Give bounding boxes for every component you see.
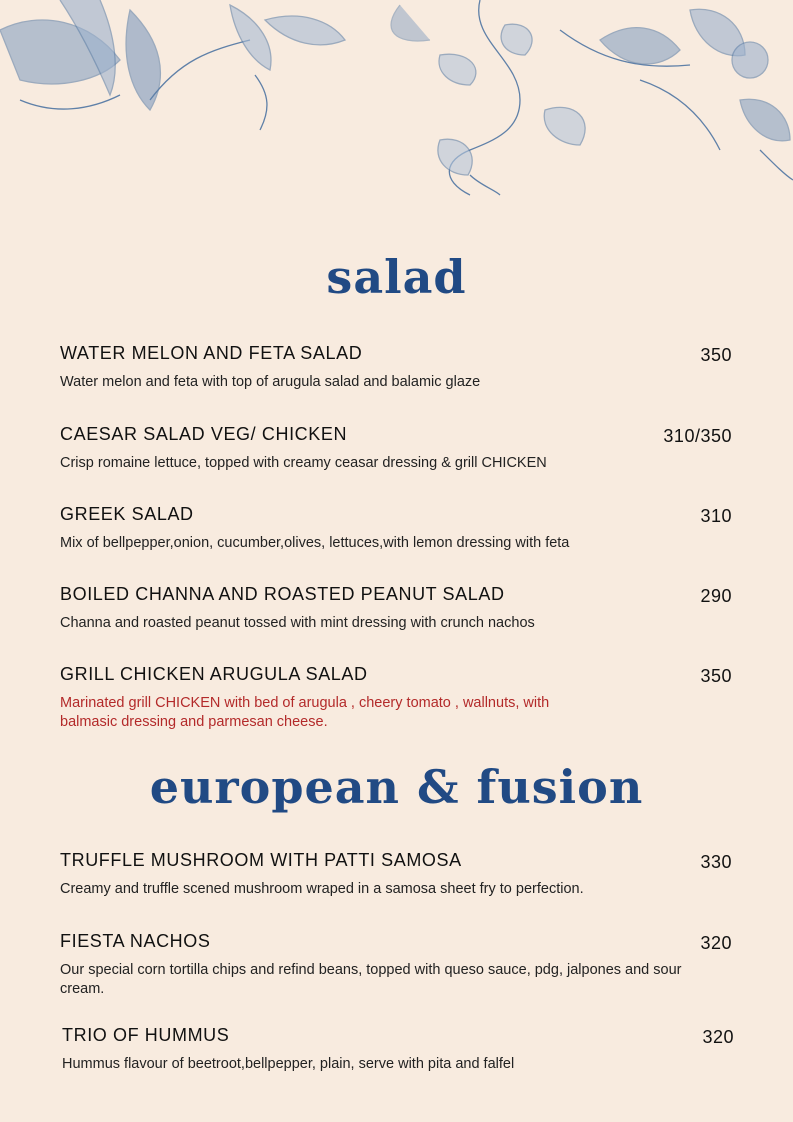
item-description: Crisp romaine lettuce, topped with creamy ceasar dressing & grill CHICKEN [60,455,547,471]
item-name: TRIO OF HUMMUS [62,1025,230,1045]
menu-item [62,1025,742,1074]
item-description: Water melon and feta with top of arugula salad and balamic glaze [60,374,481,390]
item-name: CAESAR SALAD VEG/ CHICKEN [60,424,348,444]
section-title-european-fusion: european & fusion [149,760,644,814]
menu-item [60,584,740,633]
menu-item [60,343,740,392]
item-description: Channa and roasted peanut tossed with mint dressing with crunch nachos [60,615,535,631]
item-name: BOILED CHANNA AND ROASTED PEANUT SALAD [60,584,505,604]
item-price: 320 [702,1027,734,1047]
item-description: Mix of bellpepper,onion, cucumber,olives, lettuces,with lemon dressing with feta [60,535,570,551]
item-price: 350 [700,666,732,686]
menu-item [60,850,740,899]
item-description: Marinated grill CHICKEN with bed of arugula , cheery tomato , wallnuts, with balmasic dressing and parmesan cheese. [60,695,550,730]
menu-item [60,424,740,473]
floral-illustration [0,0,793,210]
item-price: 320 [700,933,732,953]
section-title-salad: salad [326,250,467,304]
item-price: 310 [700,506,732,526]
item-description: Our special corn tortilla chips and refind beans, topped with queso sauce, pdg, jalpones and sour cream. [60,962,682,997]
menu-item [60,504,740,553]
item-price: 330 [700,852,732,872]
menu-item [60,931,740,999]
item-description: Hummus flavour of beetroot,bellpepper, plain, serve with pita and falfel [62,1056,515,1072]
item-name: GREEK SALAD [60,504,194,524]
item-price: 290 [700,586,732,606]
item-name: TRUFFLE MUSHROOM WITH PATTI SAMOSA [60,850,462,870]
item-name: WATER MELON AND FETA SALAD [60,343,363,363]
item-price: 350 [700,345,732,365]
menu-item [60,664,740,732]
item-price: 310/350 [663,426,732,446]
item-name: GRILL CHICKEN ARUGULA SALAD [60,664,368,684]
item-description: Creamy and truffle scened mushroom wraped in a samosa sheet fry to perfection. [60,881,584,897]
item-name: FIESTA NACHOS [60,931,211,951]
